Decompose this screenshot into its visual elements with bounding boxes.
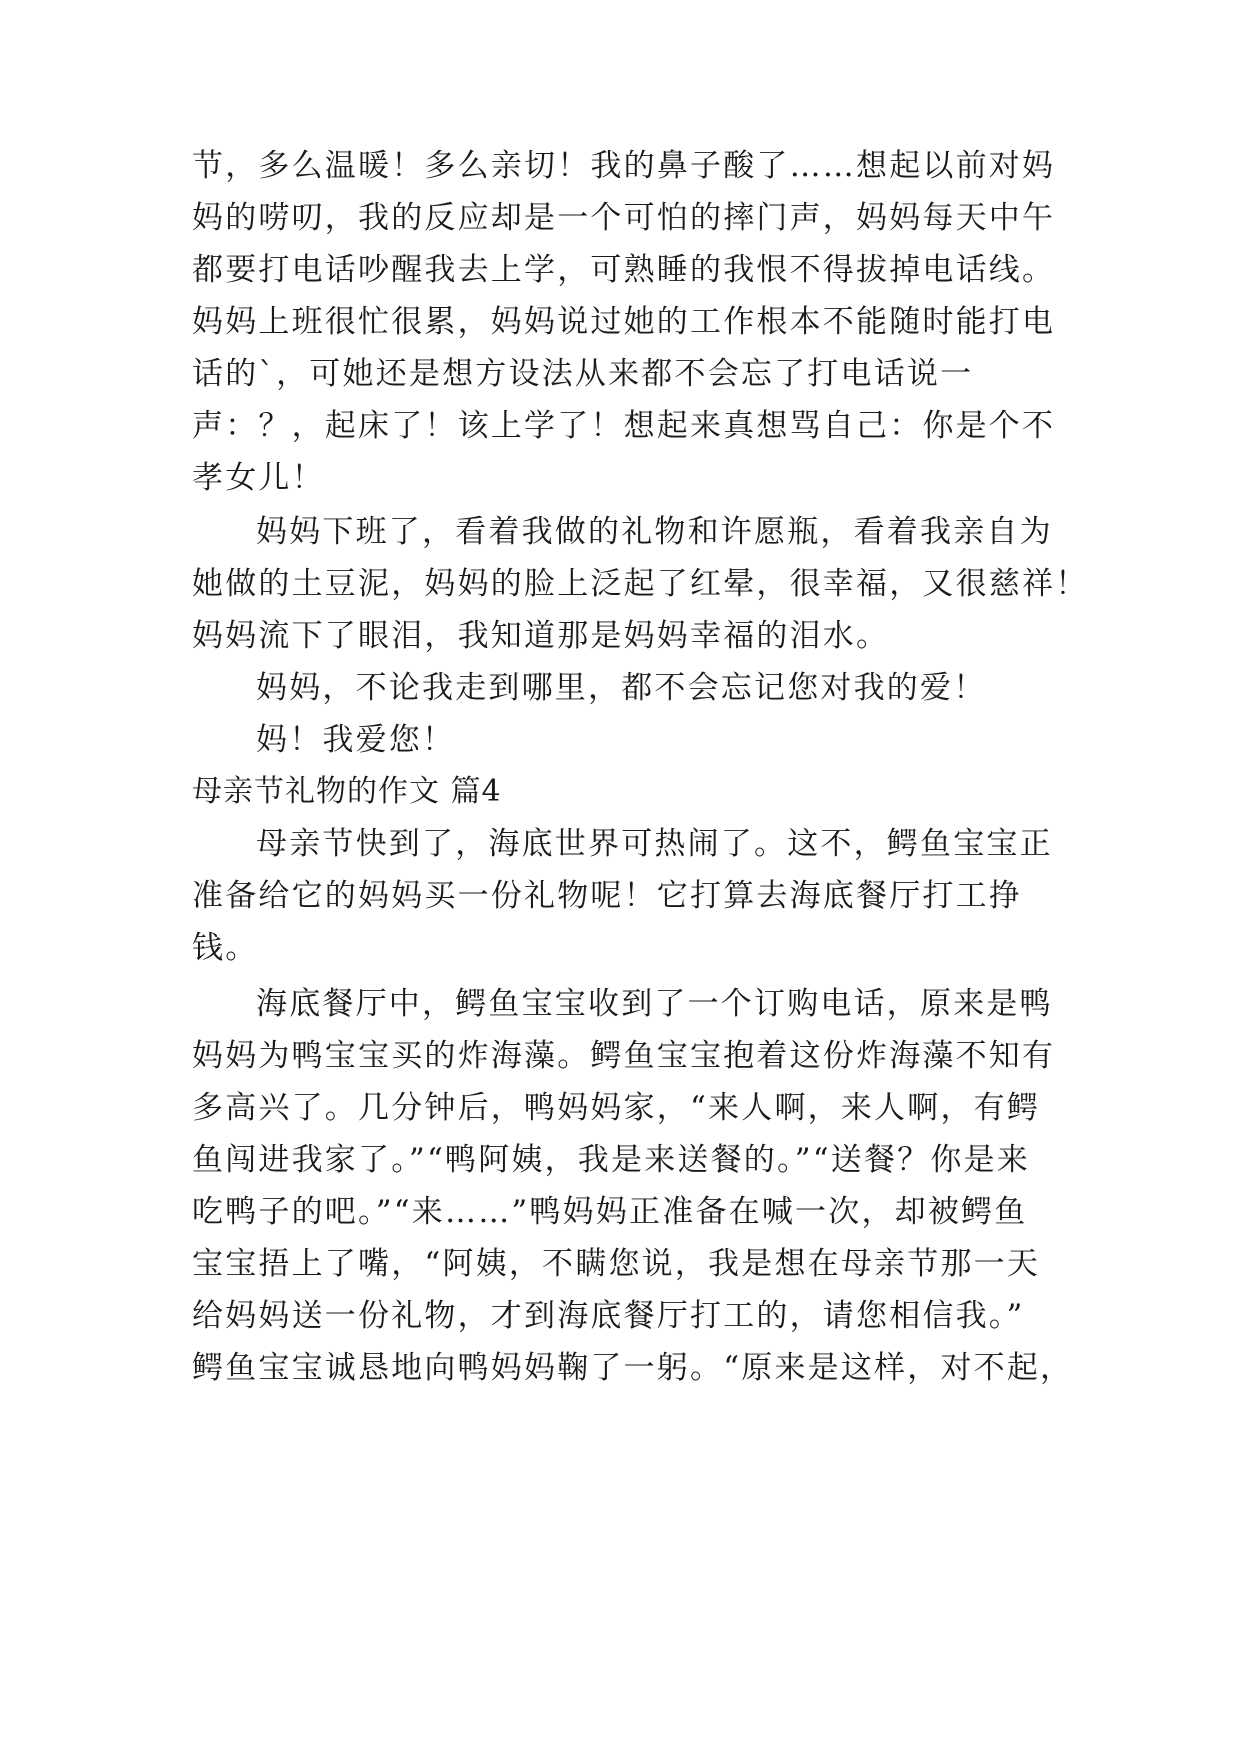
paragraph-line: 鱼闯进我家了。”“鸭阿姨，我是来送餐的。”“送餐？你是来 (192, 1142, 1030, 1178)
paragraph-line: 宝宝捂上了嘴，“阿姨，不瞒您说，我是想在母亲节那一天 (192, 1246, 1041, 1282)
paragraph-line: 准备给它的妈妈买一份礼物呢！它打算去海底餐厅打工挣 (192, 878, 1022, 914)
paragraph-line: 妈的唠叨，我的反应却是一个可怕的摔门声，妈妈每天中午 (192, 200, 1056, 236)
paragraph-line: 鳄鱼宝宝诚恳地向鸭妈妈鞠了一躬。“原来是这样，对不起， (192, 1350, 1074, 1386)
paragraph-line: 都要打电话吵醒我去上学，可熟睡的我恨不得拔掉电话线。 (192, 252, 1056, 288)
paragraph-line: 海底餐厅中，鳄鱼宝宝收到了一个订购电话，原来是鸭 (256, 986, 1053, 1022)
paragraph-line: 母亲节快到了，海底世界可热闹了。这不，鳄鱼宝宝正 (256, 826, 1053, 862)
paragraph-line: 她做的土豆泥，妈妈的脸上泛起了红晕，很幸福，又很慈祥！ (192, 566, 1089, 602)
paragraph-line: 声：？，起床了！该上学了！想起来真想骂自己：你是个不 (192, 408, 1056, 444)
paragraph-line: 吃鸭子的吧。”“来……”鸭妈妈正准备在喊一次，却被鳄鱼 (192, 1194, 1028, 1230)
paragraph-line: 妈妈为鸭宝宝买的炸海藻。鳄鱼宝宝抱着这份炸海藻不知有 (192, 1038, 1056, 1074)
paragraph-line: 妈妈，不论我走到哪里，都不会忘记您对我的爱！ (256, 670, 987, 706)
section-heading: 母亲节礼物的作文 篇4 (192, 774, 502, 809)
paragraph-line: 妈！我爱您！ (256, 722, 456, 758)
paragraph-line: 妈妈上班很忙很累，妈妈说过她的工作根本不能随时能打电 (192, 304, 1056, 340)
paragraph-line: 多高兴了。几分钟后，鸭妈妈家，“来人啊，来人啊，有鳄 (192, 1090, 1041, 1126)
paragraph-line: 孝女儿！ (192, 460, 325, 496)
paragraph-line: 话的`，可她还是想方设法从来都不会忘了打电话说一 (192, 356, 974, 392)
paragraph-line: 给妈妈送一份礼物，才到海底餐厅打工的，请您相信我。” (192, 1298, 1025, 1334)
paragraph-line: 节，多么温暖！多么亲切！我的鼻子酸了……想起以前对妈 (192, 148, 1056, 184)
paragraph-line: 妈妈下班了，看着我做的礼物和许愿瓶，看着我亲自为 (256, 514, 1053, 550)
paragraph-line: 钱。 (192, 930, 259, 966)
paragraph-line: 妈妈流下了眼泪，我知道那是妈妈幸福的泪水。 (192, 618, 890, 654)
